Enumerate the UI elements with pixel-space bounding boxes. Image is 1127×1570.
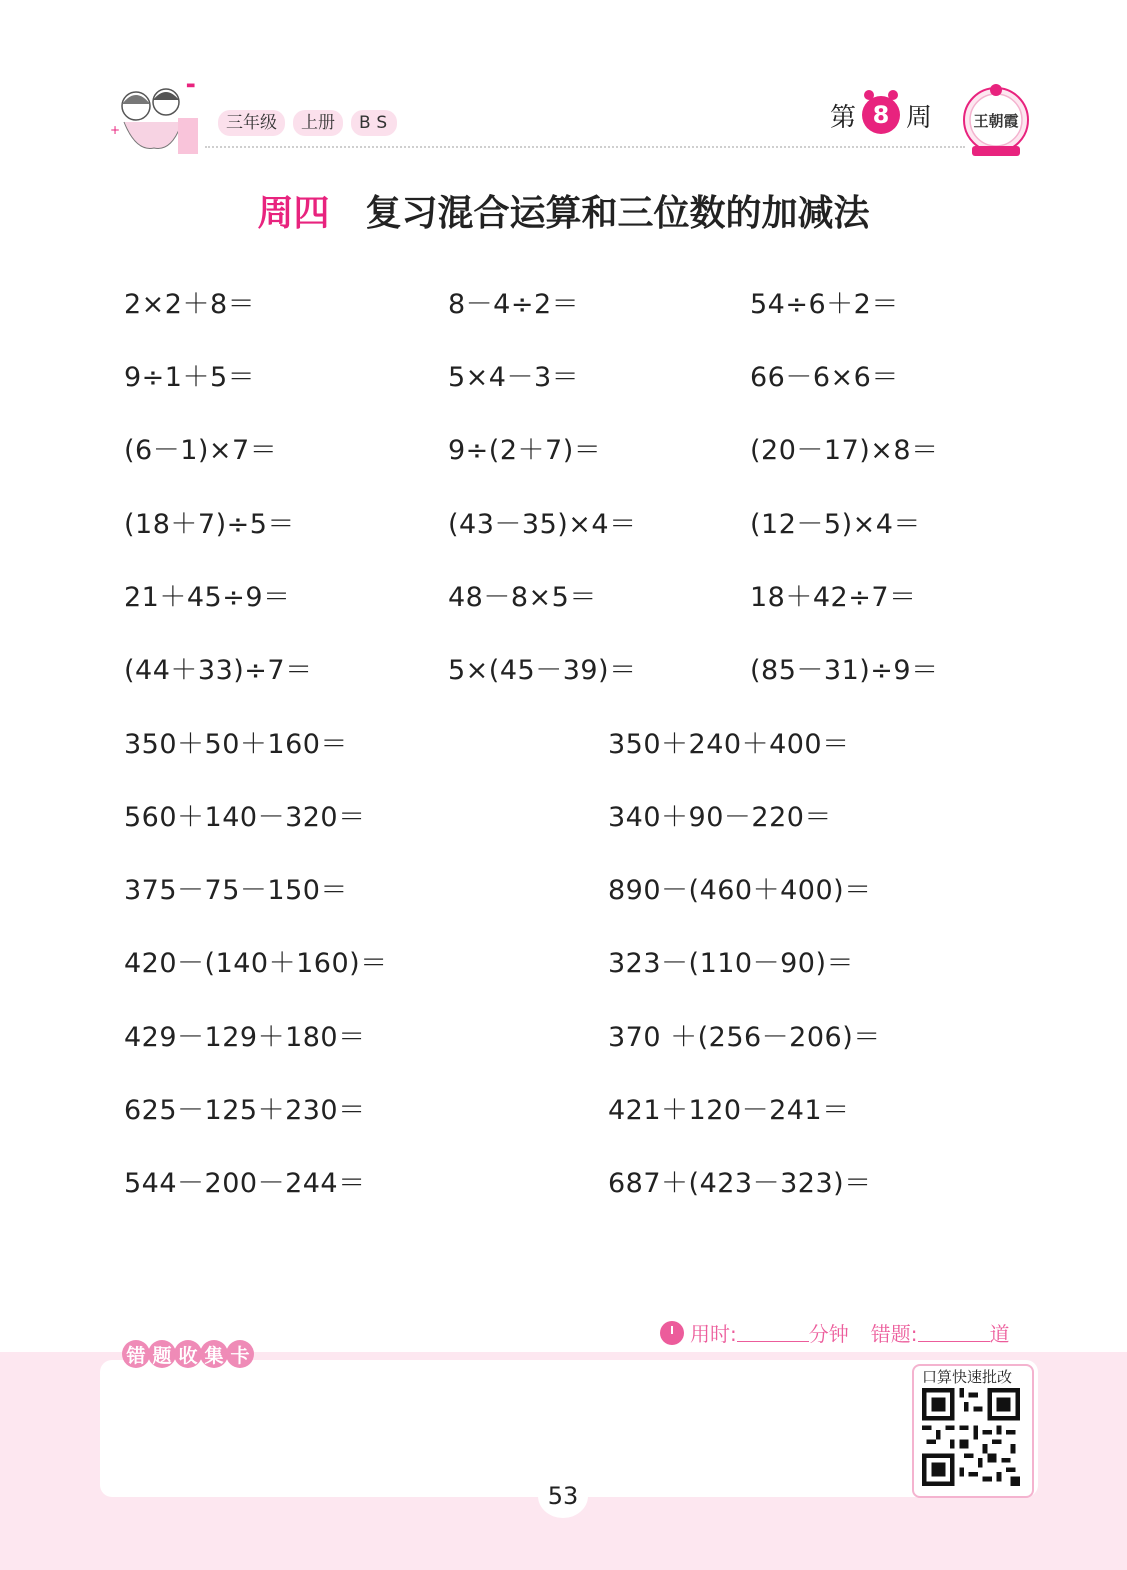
problem-item: 370 ＋(256－206)＝ [608, 1022, 881, 1053]
problem-item: (85－31)÷9＝ [750, 655, 939, 686]
problem-item: 5×(45－39)＝ [448, 655, 637, 686]
problem-item: 375－75－150＝ [124, 875, 348, 906]
problem-item: 54÷6＋2＝ [750, 289, 899, 320]
edition-tag: BS [351, 110, 397, 136]
week-number-badge: 8 [862, 96, 900, 134]
problem-item: 420－(140＋160)＝ [124, 948, 388, 979]
problem-item: 8－4÷2＝ [448, 289, 580, 320]
grade-tag: 三年级 [218, 110, 285, 136]
qr-label: 口算快速批改 [922, 1368, 1013, 1386]
week-prefix: 第 [830, 102, 857, 133]
problem-item: 625－125＋230＝ [124, 1095, 366, 1126]
page-header [0, 0, 1127, 160]
card-title-char: 收 [174, 1340, 202, 1368]
time-unit: 分钟 [808, 1322, 849, 1346]
svg-text:▬: ▬ [186, 80, 196, 91]
problem-item: 48－8×5＝ [448, 582, 597, 613]
errors-label: 错题: [870, 1322, 918, 1346]
stopwatch-icon [660, 1321, 684, 1345]
qr-code-icon[interactable] [922, 1388, 1020, 1486]
problem-item: 350＋240＋400＝ [608, 729, 850, 760]
page-number: 53 [538, 1474, 588, 1518]
brand-name: 王朝霞 [973, 112, 1019, 130]
card-title-char: 错 [122, 1340, 150, 1368]
problem-item: 9÷1＋5＝ [124, 362, 256, 393]
svg-text:+: + [110, 123, 121, 137]
problem-item: (12－5)×4＝ [750, 509, 921, 540]
time-label: 用时: [690, 1322, 737, 1346]
problem-item: 2×2＋8＝ [124, 289, 256, 320]
problem-item: (43－35)×4＝ [448, 509, 637, 540]
errors-blank[interactable] [918, 1323, 990, 1342]
problem-item: 5×4－3＝ [448, 362, 580, 393]
problem-item: 21＋45÷9＝ [124, 582, 291, 613]
problem-item: 340＋90－220＝ [608, 802, 832, 833]
problem-item: 687＋(423－323)＝ [608, 1168, 872, 1199]
term-tag: 上册 [293, 110, 343, 136]
problem-item: 544－200－244＝ [124, 1168, 366, 1199]
problem-item: 350＋50＋160＝ [124, 729, 348, 760]
week-indicator [830, 96, 932, 134]
error-card-title [122, 1340, 252, 1368]
problem-item: 9÷(2＋7)＝ [448, 435, 602, 466]
problem-item: (18＋7)÷5＝ [124, 509, 295, 540]
problem-item: 429－129＋180＝ [124, 1022, 366, 1053]
problem-item: 560＋140－320＝ [124, 802, 366, 833]
problem-item: (44＋33)÷7＝ [124, 655, 313, 686]
problem-item: 421＋120－241＝ [608, 1095, 850, 1126]
week-suffix: 周 [906, 102, 933, 133]
card-title-char: 题 [148, 1340, 176, 1368]
card-title-char: 集 [200, 1340, 228, 1368]
time-blank[interactable] [737, 1323, 809, 1342]
errors-unit: 道 [989, 1322, 1010, 1346]
grade-tags [218, 110, 397, 136]
page-title [0, 185, 1127, 236]
problem-item: (20－17)×8＝ [750, 435, 939, 466]
children-illustration [108, 78, 203, 156]
problem-item: 66－6×6＝ [750, 362, 899, 393]
problem-item: 323－(110－90)＝ [608, 948, 854, 979]
problem-item: 18＋42÷7＝ [750, 582, 917, 613]
problem-item: (6－1)×7＝ [124, 435, 278, 466]
problem-item: 890－(460＋400)＝ [608, 875, 872, 906]
card-title-char: 卡 [226, 1340, 254, 1368]
title-topic: 复习混合运算和三位数的加减法 [365, 193, 870, 234]
title-day: 周四 [257, 193, 330, 234]
header-divider [205, 146, 965, 148]
timing-record [660, 1318, 1010, 1347]
